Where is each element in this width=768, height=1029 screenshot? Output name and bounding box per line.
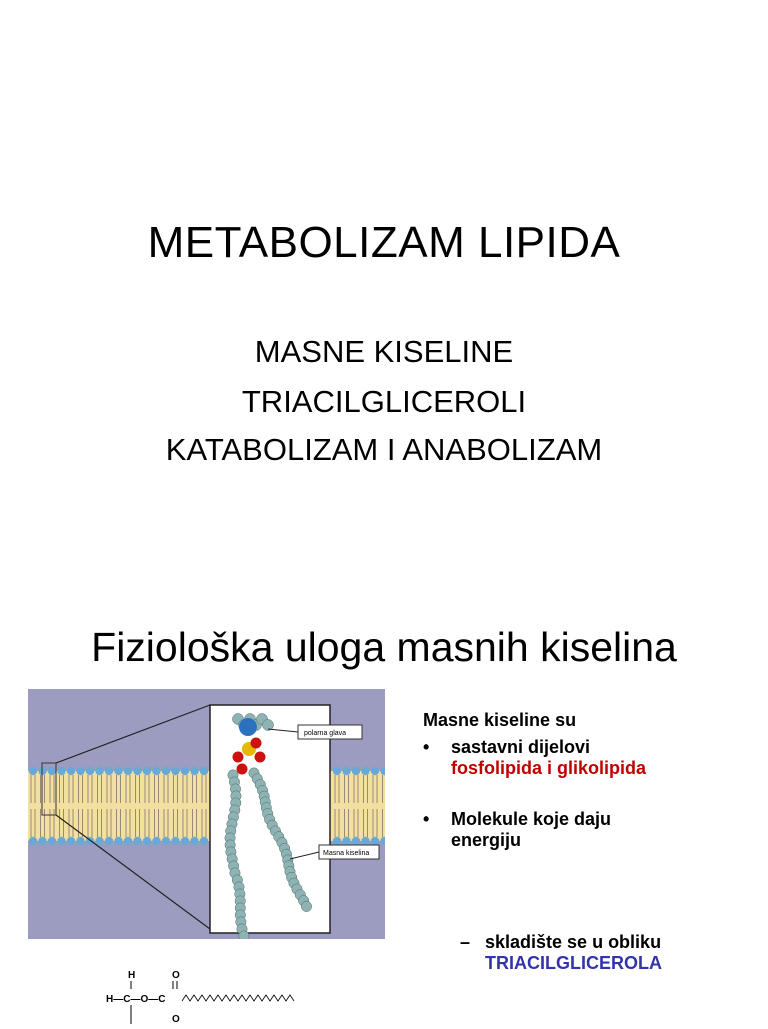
label-masna-kiselina: Masna kiselina [323, 850, 370, 857]
lipid-head [114, 837, 122, 845]
lipid-head [333, 767, 341, 775]
lipid-head [38, 837, 46, 845]
lipid-head [124, 837, 132, 845]
oxygen-atom [255, 752, 266, 763]
lipid-head [171, 767, 179, 775]
lipid-head [67, 837, 75, 845]
label-polarna-glava: polarna glava [304, 730, 347, 737]
content-slide [0, 600, 768, 1024]
lipid-head [152, 767, 160, 775]
lipid-head [190, 837, 198, 845]
sub-bullet-highlight: TRIACILGLICEROLA [485, 953, 662, 973]
lipid-head [162, 767, 170, 775]
oxygen-atom [251, 738, 262, 749]
lipid-head [57, 767, 65, 775]
lipid-head [95, 837, 103, 845]
subtitle-line: KATABOLIZAM I ANABOLIZAM [165, 432, 603, 467]
lipid-head [29, 837, 37, 845]
lipid-head [124, 767, 132, 775]
membrane-illustration [28, 689, 385, 939]
slide-title: METABOLIZAM LIPIDA [147, 218, 621, 267]
lipid-head [181, 767, 189, 775]
formula-o-bottom: O [172, 1014, 180, 1024]
head-atom [239, 718, 257, 736]
lipid-head [48, 837, 56, 845]
formula-o-top: O [172, 970, 180, 981]
lipid-head [333, 837, 341, 845]
lipid-head [371, 767, 379, 775]
lipid-head [361, 767, 369, 775]
lipid-head [76, 767, 84, 775]
lipid-head [67, 767, 75, 775]
slide-title: Fiziološka uloga masnih kiselina [91, 624, 677, 670]
atom [263, 720, 274, 731]
structural-formula [100, 968, 300, 1024]
lipid-head [181, 837, 189, 845]
oxygen-atom [233, 752, 244, 763]
formula-main-row: H—C—O—C [106, 994, 166, 1005]
sub-bullet-text: skladište se u obliku [485, 932, 662, 952]
lipid-head [352, 837, 360, 845]
lipid-head [200, 837, 208, 845]
lipid-head [200, 767, 208, 775]
sub-bullet-marker: – [460, 932, 471, 952]
bullet-intro: Masne kiseline su [423, 710, 577, 730]
bullet-text: energiju [451, 830, 522, 850]
lipid-head [361, 837, 369, 845]
oxygen-atom [237, 764, 248, 775]
lipid-head [352, 767, 360, 775]
formula-drawing [100, 968, 300, 1024]
bullet-text: sastavni dijelovi [451, 737, 591, 757]
lipid-head [133, 767, 141, 775]
bullet-highlight: fosfolipida i glikolipida [451, 758, 647, 778]
membrane-figure [28, 689, 385, 939]
lipid-head [29, 767, 37, 775]
bullet-marker: • [423, 737, 430, 757]
lipid-head [190, 767, 198, 775]
fatty-acid-chain [182, 995, 294, 1001]
membrane-core [28, 771, 385, 841]
lipid-head [95, 767, 103, 775]
lipid-head [171, 837, 179, 845]
lipid-head [76, 837, 84, 845]
lipid-head [133, 837, 141, 845]
lipid-head [342, 767, 350, 775]
subtitle-line: TRIACILGLICEROLI [241, 384, 527, 419]
lipid-head [114, 767, 122, 775]
lipid-head [162, 837, 170, 845]
lipid-head [86, 767, 94, 775]
bullet-marker: • [423, 809, 430, 829]
atom [301, 901, 311, 911]
bullet-text: Molekule koje daju [451, 809, 612, 829]
subtitle-line: MASNE KISELINE [254, 334, 514, 369]
lipid-head [143, 837, 151, 845]
formula-h-top: H [128, 970, 136, 981]
lipid-head [48, 767, 56, 775]
lipid-head [57, 837, 65, 845]
lipid-head [143, 767, 151, 775]
lipid-head [371, 837, 379, 845]
lipid-head [105, 767, 113, 775]
atom [239, 931, 249, 939]
lipid-head [152, 837, 160, 845]
lipid-head [342, 837, 350, 845]
lipid-head [105, 837, 113, 845]
